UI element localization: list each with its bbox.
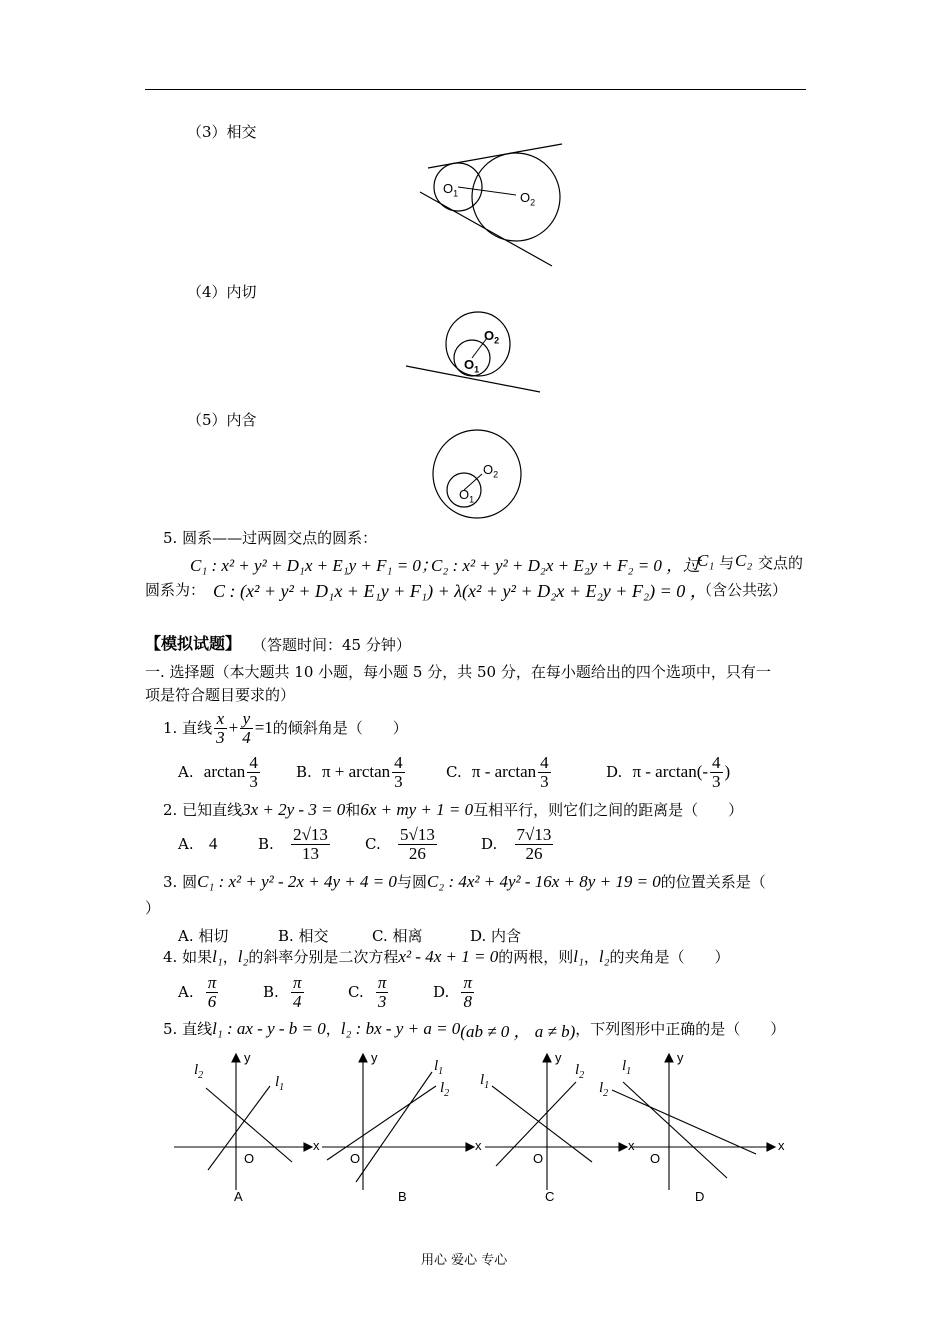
q3-option-d: D. 内含 [470, 927, 522, 945]
q2-option-d: D. $\frac{7√13}{26}$ [481, 824, 552, 863]
graph-b-l2: $l_2$ [440, 1080, 450, 1099]
graph-b-caption: B [398, 1189, 407, 1204]
q3-option-c: C. 相离 [372, 927, 423, 945]
exam-time-note: （答题时间：45 分钟） [252, 636, 411, 654]
q5-stem: 5. 直线 l₁ : ax - y - b = 0 ， l₂ : bx - y + a = 0 (ab ≠ 0 ， a ≠ b) ，下列图形中正确的是（ ） [163, 1019, 786, 1041]
q4-option-a: A. $\frac{\pi}{6}$ [178, 972, 217, 1011]
center-o1-label: $O_1$ [443, 181, 459, 199]
q1-option-c: C. π - arctan $\frac{4}{3}$ [446, 752, 549, 791]
item5-c2-word: C₂ [735, 551, 753, 570]
q1-option-b: B. π + arctan $\frac{4}{3}$ [296, 752, 403, 791]
section-intersect-label: （3）相交 [187, 123, 257, 141]
q4-option-d: D. $\frac{\pi}{8}$ [433, 972, 472, 1011]
graph-d-caption: D [695, 1189, 705, 1204]
graph-d-l1: $l_1$ [622, 1058, 632, 1077]
graph-d-x-label: x [778, 1138, 785, 1153]
graph-d-y-label: y [677, 1050, 684, 1065]
item5-tail: 交点的 [758, 554, 804, 572]
graph-a-caption: A [234, 1189, 243, 1204]
q4-stem: 4. 如果 l₁ ， l₂ 的斜率分别是二次方程 x² - 4x + 1 = 0 的两根，则 l₁ ， l₂ 的夹角是（ ） [163, 947, 730, 966]
q2-option-a: A. 4 [178, 834, 218, 853]
center-o2-label: $O_2$ [520, 190, 536, 208]
graph-c-origin: O [533, 1151, 544, 1166]
graph-d-origin: O [650, 1151, 661, 1166]
graph-c-caption: C [545, 1189, 555, 1204]
q4-option-c: C. $\frac{\pi}{3}$ [348, 972, 387, 1011]
part1-line2: 项是符合题目要求的） [145, 686, 296, 704]
graph-b-x-label: x [475, 1138, 482, 1153]
item5-c1-word: C₁ [697, 551, 715, 570]
tangent-o2-label: $O_2$ [484, 328, 500, 346]
graph-a-origin: O [244, 1151, 255, 1166]
q3-option-a: A. 相切 [178, 927, 229, 945]
q1-option-d: D. π - arctan(- $\frac{4}{3}$ ) [606, 752, 731, 791]
item5-line2-eq: C : (x² + y² + D₁x + E₁y + F₁) + λ(x² + y² + D₂x + E₂y + F₂) = 0 ， [213, 581, 708, 601]
item5-and: 与 [719, 554, 735, 572]
page-footer: 用心 爱心 专心 [421, 1253, 508, 1268]
q2-option-c: C. $\frac{5√13}{26}$ [365, 824, 435, 863]
graph-b-origin: O [350, 1151, 361, 1166]
item5-title: 5. 圆系——过两圆交点的圆系： [163, 529, 378, 547]
q1-stem: 1. 直线 $\frac{x}{3}$ + $\frac{y}{4}$ =1 的倾斜角是（ ） [163, 708, 408, 747]
q4-option-b: B. $\frac{\pi}{4}$ [263, 972, 302, 1011]
item5-c2-eq: C₂ : x² + y² + D₂x + E₂y + F₂ = 0 ，过 [431, 556, 701, 575]
graph-a-x-label: x [313, 1138, 320, 1153]
tangent-o1-label: $O_1$ [464, 357, 480, 375]
q3-stem: 3. 圆 C₁ : x² + y² - 2x + 4y + 4 = 0 与圆 C₂ : 4x² + 4y² - 16x + 8y + 19 = 0 的位置关系是（ [163, 872, 766, 891]
q2-option-b: B. $\frac{2√13}{13}$ [258, 824, 328, 863]
part1-line1: 一. 选择题（本大题共 10 小题，每小题 5 分，共 50 分，在每小题给出的四个选项中，只有一 [145, 663, 771, 681]
graph-c-l1: $l_1$ [480, 1072, 490, 1091]
exam-heading: 【模拟试题】 [145, 634, 242, 653]
graph-a-l2: $l_2$ [194, 1062, 204, 1081]
contain-o2-label: $O_2$ [483, 462, 499, 480]
q3-option-b: B. 相交 [278, 927, 329, 945]
section-contain-label: （5）内含 [187, 411, 257, 429]
item5-c1-eq: C₁ : x² + y² + D₁x + E₁y + F₁ = 0； [190, 556, 438, 575]
q2-stem: 2. 已知直线 3x + 2y - 3 = 0 和 6x + my + 1 = 0 互相平行，则它们之间的距离是（ ） [163, 800, 744, 819]
graph-c-y-label: y [555, 1050, 562, 1065]
graph-a-l1: $l_1$ [275, 1074, 285, 1093]
q1-option-a: A. arctan $\frac{4}{3}$ [178, 752, 258, 791]
q3-close: ） [145, 899, 161, 917]
graph-a-y-label: y [244, 1050, 251, 1065]
graph-b-y-label: y [371, 1050, 378, 1065]
graph-b-l1: $l_1$ [434, 1058, 444, 1077]
item5-line2-note: （含公共弦） [697, 581, 788, 599]
graph-c-x-label: x [628, 1138, 635, 1153]
item5-line2-prefix: 圆系为： [145, 581, 206, 599]
graph-c-l2: $l_2$ [575, 1062, 585, 1081]
contain-o1-label: $O_1$ [459, 487, 475, 505]
section-tangent-label: （4）内切 [187, 283, 257, 301]
graph-d-l2: $l_2$ [599, 1080, 609, 1099]
